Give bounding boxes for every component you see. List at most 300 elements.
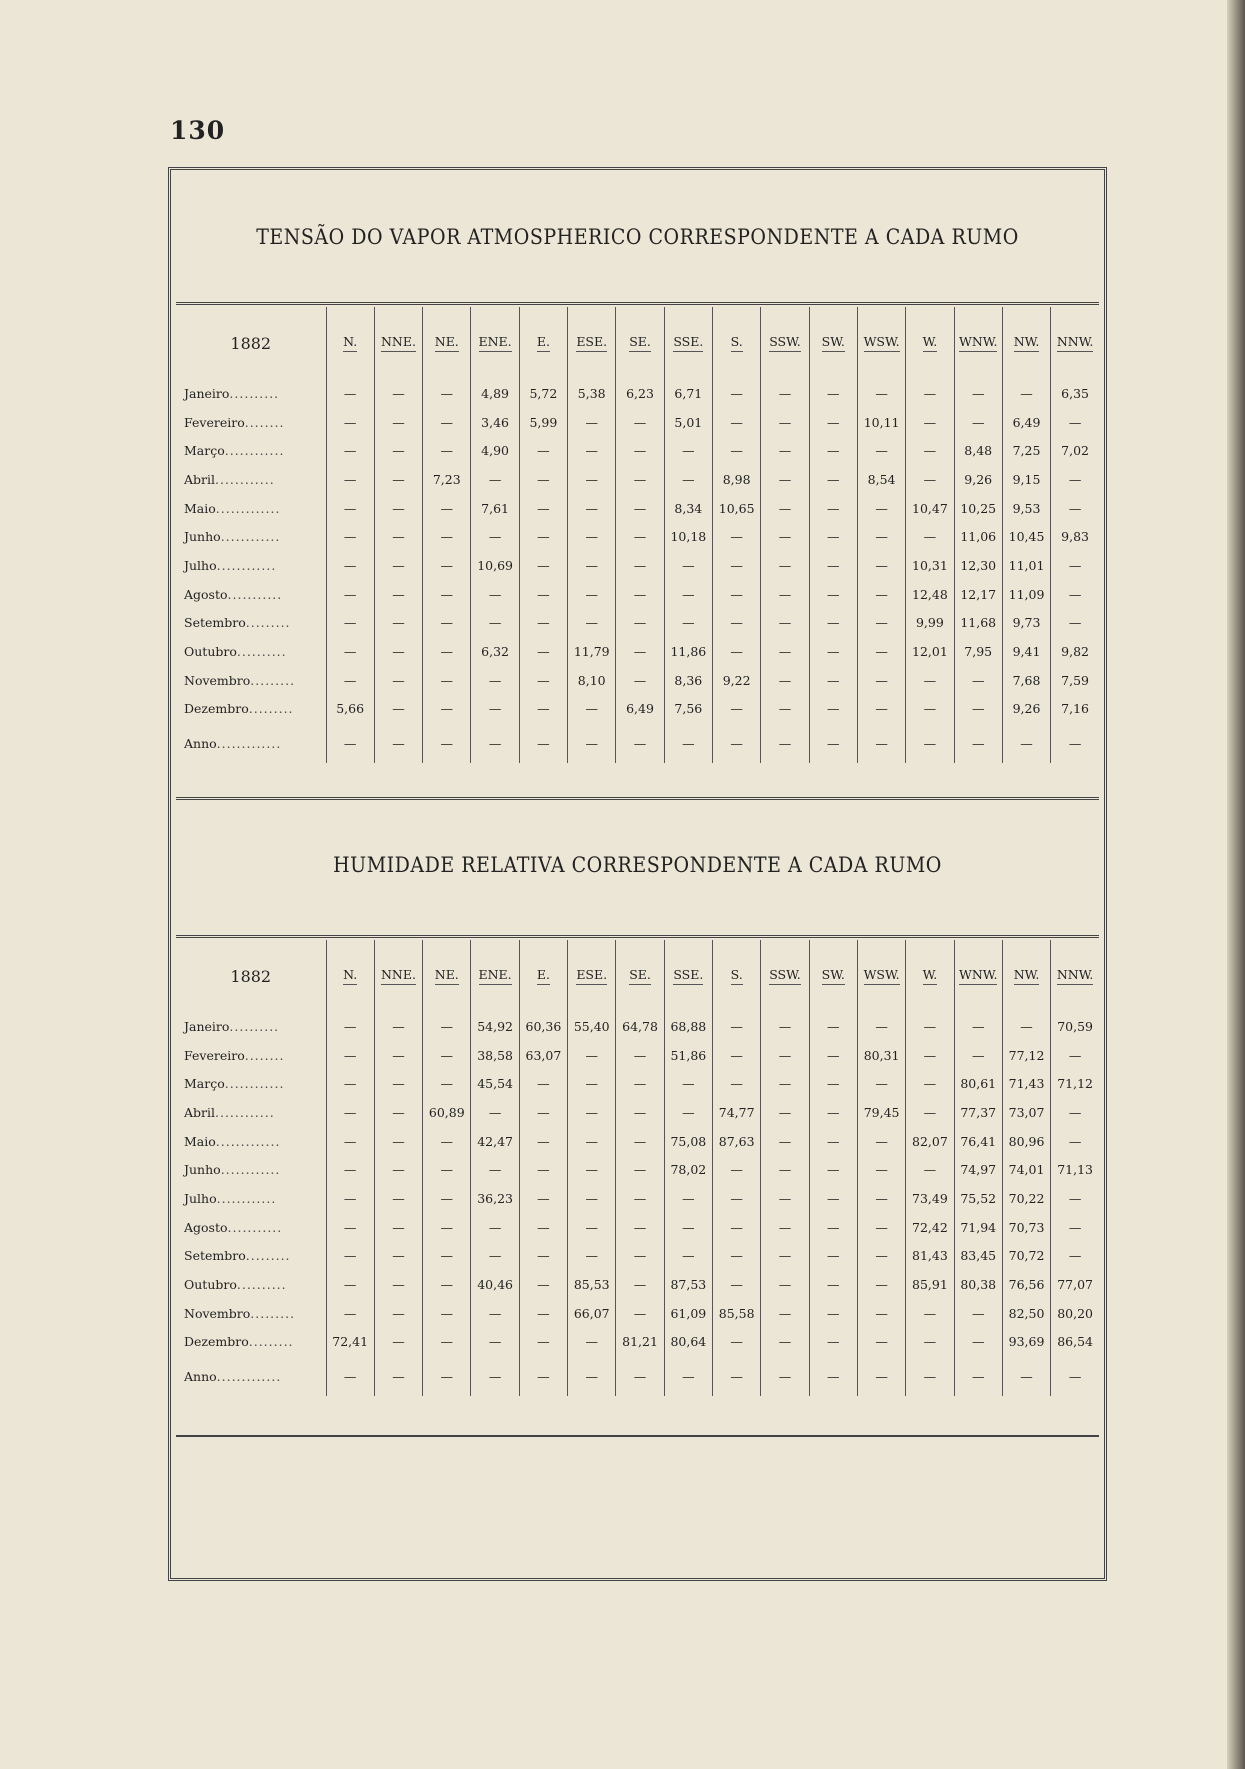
value-cell: — <box>374 1098 422 1127</box>
value-cell: — <box>616 1213 664 1242</box>
leader-dots: ............ <box>220 529 281 545</box>
value-cell: — <box>1002 379 1050 408</box>
leader-dots: ......... <box>245 1248 291 1264</box>
value-cell: — <box>664 1213 712 1242</box>
direction-header <box>616 307 664 379</box>
leader-dots: .......... <box>229 385 280 401</box>
value-cell: — <box>857 580 905 609</box>
month-name: Setembro <box>184 1248 246 1264</box>
value-cell: 83,45 <box>954 1242 1002 1271</box>
value-cell: — <box>906 1299 954 1328</box>
direction-label: SSW. <box>769 334 801 352</box>
value-cell: — <box>616 1041 664 1070</box>
leader-dots: ............ <box>215 471 275 487</box>
value-cell: 5,99 <box>519 408 567 437</box>
value-cell: 8,10 <box>568 666 616 695</box>
value-cell: — <box>519 1155 567 1184</box>
value-cell: 6,32 <box>471 637 519 666</box>
value-cell: — <box>713 1242 761 1271</box>
value-cell: — <box>713 551 761 580</box>
value-cell: — <box>616 1184 664 1213</box>
value-cell: — <box>713 1041 761 1070</box>
value-cell: — <box>664 580 712 609</box>
value-cell: — <box>374 1184 422 1213</box>
value-cell: — <box>761 580 809 609</box>
value-cell: — <box>1051 723 1099 763</box>
value-cell: 55,40 <box>568 1012 616 1041</box>
value-cell: — <box>568 723 616 763</box>
value-cell: — <box>568 408 616 437</box>
value-cell: — <box>857 609 905 638</box>
month-cell <box>176 408 326 437</box>
value-cell: — <box>423 1356 471 1396</box>
value-cell: 9,73 <box>1002 609 1050 638</box>
value-cell: 4,89 <box>471 379 519 408</box>
value-cell: — <box>568 1213 616 1242</box>
value-cell: 7,56 <box>664 695 712 724</box>
value-cell: — <box>568 465 616 494</box>
value-cell: — <box>423 580 471 609</box>
month-cell <box>176 1328 326 1357</box>
month-cell <box>176 1041 326 1070</box>
value-cell: — <box>761 1012 809 1041</box>
value-cell: — <box>857 1270 905 1299</box>
direction-header <box>906 307 954 379</box>
month-row <box>176 637 1099 666</box>
value-cell: — <box>1002 1356 1050 1396</box>
month-row <box>176 1328 1099 1357</box>
value-cell: — <box>761 723 809 763</box>
value-cell: — <box>809 494 857 523</box>
value-cell: — <box>423 522 471 551</box>
month-cell <box>176 1242 326 1271</box>
month-cell <box>176 522 326 551</box>
value-cell: 10,69 <box>471 551 519 580</box>
value-cell: 60,36 <box>519 1012 567 1041</box>
value-cell: — <box>568 1098 616 1127</box>
value-cell: — <box>326 1270 374 1299</box>
value-cell: 12,30 <box>954 551 1002 580</box>
value-cell: — <box>471 695 519 724</box>
month-row <box>176 408 1099 437</box>
value-cell: — <box>809 379 857 408</box>
value-cell: — <box>326 551 374 580</box>
direction-label: S. <box>731 334 743 352</box>
direction-label: N. <box>343 967 357 985</box>
value-cell: 9,99 <box>906 609 954 638</box>
month-cell <box>176 580 326 609</box>
value-cell: — <box>1051 580 1099 609</box>
value-cell: — <box>326 1098 374 1127</box>
month-cell <box>176 723 326 763</box>
value-cell: 78,02 <box>664 1155 712 1184</box>
leader-dots: ............ <box>216 557 277 573</box>
value-cell: 87,63 <box>713 1127 761 1156</box>
value-cell: — <box>326 1012 374 1041</box>
month-name: Novembro <box>184 672 251 688</box>
value-cell: — <box>471 609 519 638</box>
value-cell: — <box>374 1242 422 1271</box>
value-cell: 85,58 <box>713 1299 761 1328</box>
value-cell: — <box>471 1213 519 1242</box>
month-row <box>176 1069 1099 1098</box>
value-cell: — <box>809 637 857 666</box>
month-name: Junho <box>184 1162 221 1178</box>
value-cell: — <box>326 1184 374 1213</box>
month-cell <box>176 436 326 465</box>
value-cell: 75,52 <box>954 1184 1002 1213</box>
value-cell: 5,72 <box>519 379 567 408</box>
header-row <box>176 940 1099 1012</box>
direction-header <box>1002 940 1050 1012</box>
value-cell: 85,53 <box>568 1270 616 1299</box>
value-cell: 9,26 <box>1002 695 1050 724</box>
value-cell: — <box>519 1299 567 1328</box>
relative-humidity-table <box>176 940 1099 1396</box>
value-cell: — <box>326 1127 374 1156</box>
value-cell: 42,47 <box>471 1127 519 1156</box>
value-cell: 11,06 <box>954 522 1002 551</box>
value-cell: — <box>519 436 567 465</box>
month-name: Outubro <box>184 644 237 660</box>
month-name: Agosto <box>184 586 228 602</box>
value-cell: — <box>761 1127 809 1156</box>
month-name: Abril <box>184 1104 215 1120</box>
value-cell: — <box>1002 1012 1050 1041</box>
month-name: Novembro <box>184 1305 251 1321</box>
value-cell: 6,23 <box>616 379 664 408</box>
value-cell: 40,46 <box>471 1270 519 1299</box>
value-cell: — <box>374 637 422 666</box>
value-cell: — <box>519 1270 567 1299</box>
value-cell: 8,98 <box>713 465 761 494</box>
value-cell: — <box>519 1242 567 1271</box>
value-cell: — <box>809 723 857 763</box>
value-cell: — <box>906 723 954 763</box>
value-cell: — <box>761 1041 809 1070</box>
value-cell: — <box>664 1356 712 1396</box>
month-name: Julho <box>184 1190 217 1206</box>
month-name: Janeiro <box>184 1018 230 1034</box>
section-rule <box>176 797 1099 800</box>
direction-label: WSW. <box>864 334 900 352</box>
month-cell <box>176 637 326 666</box>
value-cell: — <box>374 551 422 580</box>
value-cell: — <box>471 1098 519 1127</box>
direction-label: NNE. <box>381 967 416 985</box>
value-cell: — <box>857 379 905 408</box>
value-cell: — <box>809 1098 857 1127</box>
value-cell: — <box>857 1299 905 1328</box>
page-number: 130 <box>170 116 226 145</box>
value-cell: — <box>906 1041 954 1070</box>
value-cell: 74,77 <box>713 1098 761 1127</box>
value-cell: — <box>326 723 374 763</box>
value-cell: — <box>423 1242 471 1271</box>
value-cell: — <box>471 522 519 551</box>
value-cell: 80,31 <box>857 1041 905 1070</box>
year-header: 1882 <box>176 940 326 1012</box>
value-cell: — <box>616 723 664 763</box>
value-cell: — <box>761 1270 809 1299</box>
value-cell: — <box>713 1069 761 1098</box>
empty-footer-box <box>176 1435 1099 1575</box>
direction-label: NE. <box>435 967 459 985</box>
value-cell: — <box>906 522 954 551</box>
direction-label: ESE. <box>576 334 607 352</box>
value-cell: — <box>713 580 761 609</box>
value-cell: — <box>954 666 1002 695</box>
value-cell: 70,73 <box>1002 1213 1050 1242</box>
value-cell: — <box>568 436 616 465</box>
direction-header <box>664 940 712 1012</box>
value-cell: 8,54 <box>857 465 905 494</box>
value-cell: — <box>616 1155 664 1184</box>
value-cell: — <box>519 465 567 494</box>
value-cell: — <box>761 436 809 465</box>
leader-dots: ......... <box>250 672 296 688</box>
leader-dots: .......... <box>236 1277 287 1293</box>
month-row <box>176 1127 1099 1156</box>
value-cell: 10,45 <box>1002 522 1050 551</box>
month-row <box>176 1299 1099 1328</box>
value-cell: — <box>857 1012 905 1041</box>
value-cell: — <box>954 1012 1002 1041</box>
month-cell <box>176 1270 326 1299</box>
value-cell: — <box>857 1242 905 1271</box>
value-cell: — <box>326 522 374 551</box>
month-name: Agosto <box>184 1219 228 1235</box>
direction-label: ENE. <box>479 967 512 985</box>
value-cell: — <box>374 1012 422 1041</box>
value-cell: — <box>616 1356 664 1396</box>
value-cell: — <box>713 1356 761 1396</box>
month-name: Dezembro <box>184 701 249 717</box>
month-cell <box>176 1155 326 1184</box>
value-cell: 80,64 <box>664 1328 712 1357</box>
value-cell: — <box>954 408 1002 437</box>
value-cell: — <box>809 1184 857 1213</box>
month-row <box>176 436 1099 465</box>
value-cell: — <box>954 1299 1002 1328</box>
value-cell: — <box>954 1356 1002 1396</box>
value-cell: — <box>423 494 471 523</box>
direction-header <box>423 940 471 1012</box>
value-cell: 74,97 <box>954 1155 1002 1184</box>
value-cell: — <box>809 1069 857 1098</box>
value-cell: 6,49 <box>1002 408 1050 437</box>
value-cell: — <box>616 551 664 580</box>
leader-dots: ............ <box>220 1162 281 1178</box>
value-cell: — <box>471 1299 519 1328</box>
month-row <box>176 580 1099 609</box>
value-cell: — <box>761 695 809 724</box>
value-cell: — <box>616 1299 664 1328</box>
value-cell: — <box>713 723 761 763</box>
direction-header <box>664 307 712 379</box>
month-cell <box>176 695 326 724</box>
value-cell: — <box>713 408 761 437</box>
leader-dots: ............ <box>224 1076 285 1092</box>
value-cell: — <box>713 609 761 638</box>
value-cell: — <box>519 580 567 609</box>
direction-label: SW. <box>822 334 845 352</box>
direction-label: SW. <box>822 967 845 985</box>
value-cell: 54,92 <box>471 1012 519 1041</box>
value-cell: 5,38 <box>568 379 616 408</box>
direction-label: ESE. <box>576 967 607 985</box>
value-cell: — <box>713 1213 761 1242</box>
value-cell: — <box>906 408 954 437</box>
value-cell: — <box>906 666 954 695</box>
value-cell: 77,37 <box>954 1098 1002 1127</box>
direction-header <box>471 940 519 1012</box>
value-cell: — <box>857 695 905 724</box>
value-cell: — <box>664 1242 712 1271</box>
value-cell: — <box>519 1213 567 1242</box>
value-cell: — <box>519 1184 567 1213</box>
value-cell: — <box>761 637 809 666</box>
table-frame <box>168 167 1107 1581</box>
value-cell: — <box>326 1041 374 1070</box>
value-cell: — <box>423 1184 471 1213</box>
value-cell: — <box>326 436 374 465</box>
value-cell: — <box>326 1155 374 1184</box>
value-cell: 10,31 <box>906 551 954 580</box>
value-cell: — <box>809 1270 857 1299</box>
value-cell: 71,43 <box>1002 1069 1050 1098</box>
value-cell: — <box>664 723 712 763</box>
value-cell: 7,25 <box>1002 436 1050 465</box>
value-cell: 76,56 <box>1002 1270 1050 1299</box>
value-cell: — <box>809 465 857 494</box>
value-cell: — <box>568 1127 616 1156</box>
direction-label: SSE. <box>673 334 703 352</box>
value-cell: — <box>374 1328 422 1357</box>
value-cell: 79,45 <box>857 1098 905 1127</box>
leader-dots: ............ <box>224 443 285 459</box>
value-cell: 4,90 <box>471 436 519 465</box>
value-cell: — <box>519 666 567 695</box>
month-row <box>176 551 1099 580</box>
value-cell: — <box>761 494 809 523</box>
value-cell: — <box>616 436 664 465</box>
leader-dots: ........ <box>244 1047 285 1063</box>
direction-label: WNW. <box>959 334 997 352</box>
direction-header <box>954 940 1002 1012</box>
value-cell: 7,59 <box>1051 666 1099 695</box>
month-name: Junho <box>184 529 221 545</box>
month-cell <box>176 1127 326 1156</box>
month-name: Setembro <box>184 615 246 631</box>
value-cell: — <box>809 1242 857 1271</box>
value-cell: 12,01 <box>906 637 954 666</box>
value-cell: — <box>809 551 857 580</box>
month-name: Janeiro <box>184 385 230 401</box>
direction-header <box>519 307 567 379</box>
value-cell: — <box>857 551 905 580</box>
value-cell: — <box>616 408 664 437</box>
value-cell: — <box>326 666 374 695</box>
value-cell: 77,12 <box>1002 1041 1050 1070</box>
value-cell: 75,08 <box>664 1127 712 1156</box>
value-cell: — <box>761 1299 809 1328</box>
value-cell: — <box>906 465 954 494</box>
value-cell: — <box>664 436 712 465</box>
value-cell: — <box>713 379 761 408</box>
value-cell: — <box>664 1069 712 1098</box>
value-cell: 80,38 <box>954 1270 1002 1299</box>
value-cell: — <box>326 1069 374 1098</box>
value-cell: — <box>906 1069 954 1098</box>
value-cell: — <box>374 666 422 695</box>
month-cell <box>176 1098 326 1127</box>
value-cell: — <box>568 522 616 551</box>
value-cell: 6,71 <box>664 379 712 408</box>
value-cell: — <box>809 408 857 437</box>
value-cell: 51,86 <box>664 1041 712 1070</box>
value-cell: 10,25 <box>954 494 1002 523</box>
value-cell: — <box>1002 723 1050 763</box>
direction-label: NW. <box>1014 334 1040 352</box>
value-cell: — <box>761 1328 809 1357</box>
month-name: Anno <box>184 1368 217 1384</box>
month-cell <box>176 1012 326 1041</box>
value-cell: 80,61 <box>954 1069 1002 1098</box>
value-cell: — <box>423 1270 471 1299</box>
value-cell: — <box>374 436 422 465</box>
direction-label: S. <box>731 967 743 985</box>
value-cell: — <box>809 1328 857 1357</box>
value-cell: 7,68 <box>1002 666 1050 695</box>
month-row <box>176 666 1099 695</box>
value-cell: 72,42 <box>906 1213 954 1242</box>
value-cell: — <box>616 465 664 494</box>
value-cell: — <box>857 1069 905 1098</box>
month-row <box>176 494 1099 523</box>
value-cell: 10,65 <box>713 494 761 523</box>
value-cell: — <box>857 1213 905 1242</box>
value-cell: — <box>374 379 422 408</box>
leader-dots: ......... <box>248 1334 294 1350</box>
leader-dots: ........... <box>227 1219 283 1235</box>
value-cell: — <box>809 1012 857 1041</box>
value-cell: 73,07 <box>1002 1098 1050 1127</box>
value-cell: — <box>568 1356 616 1396</box>
value-cell: — <box>761 465 809 494</box>
direction-header <box>374 307 422 379</box>
value-cell: 8,48 <box>954 436 1002 465</box>
value-cell: 87,53 <box>664 1270 712 1299</box>
value-cell: — <box>761 1098 809 1127</box>
value-cell: 70,59 <box>1051 1012 1099 1041</box>
value-cell: — <box>809 522 857 551</box>
leader-dots: .......... <box>229 1018 280 1034</box>
value-cell: — <box>1051 551 1099 580</box>
year-header: 1882 <box>176 307 326 379</box>
month-cell <box>176 551 326 580</box>
value-cell: 45,54 <box>471 1069 519 1098</box>
value-cell: — <box>713 637 761 666</box>
value-cell: — <box>423 551 471 580</box>
value-cell: — <box>954 379 1002 408</box>
month-row <box>176 609 1099 638</box>
direction-label: WSW. <box>864 967 900 985</box>
anno-row <box>176 723 1099 763</box>
value-cell: 63,07 <box>519 1041 567 1070</box>
direction-label: N. <box>343 334 357 352</box>
direction-label: SE. <box>629 967 651 985</box>
